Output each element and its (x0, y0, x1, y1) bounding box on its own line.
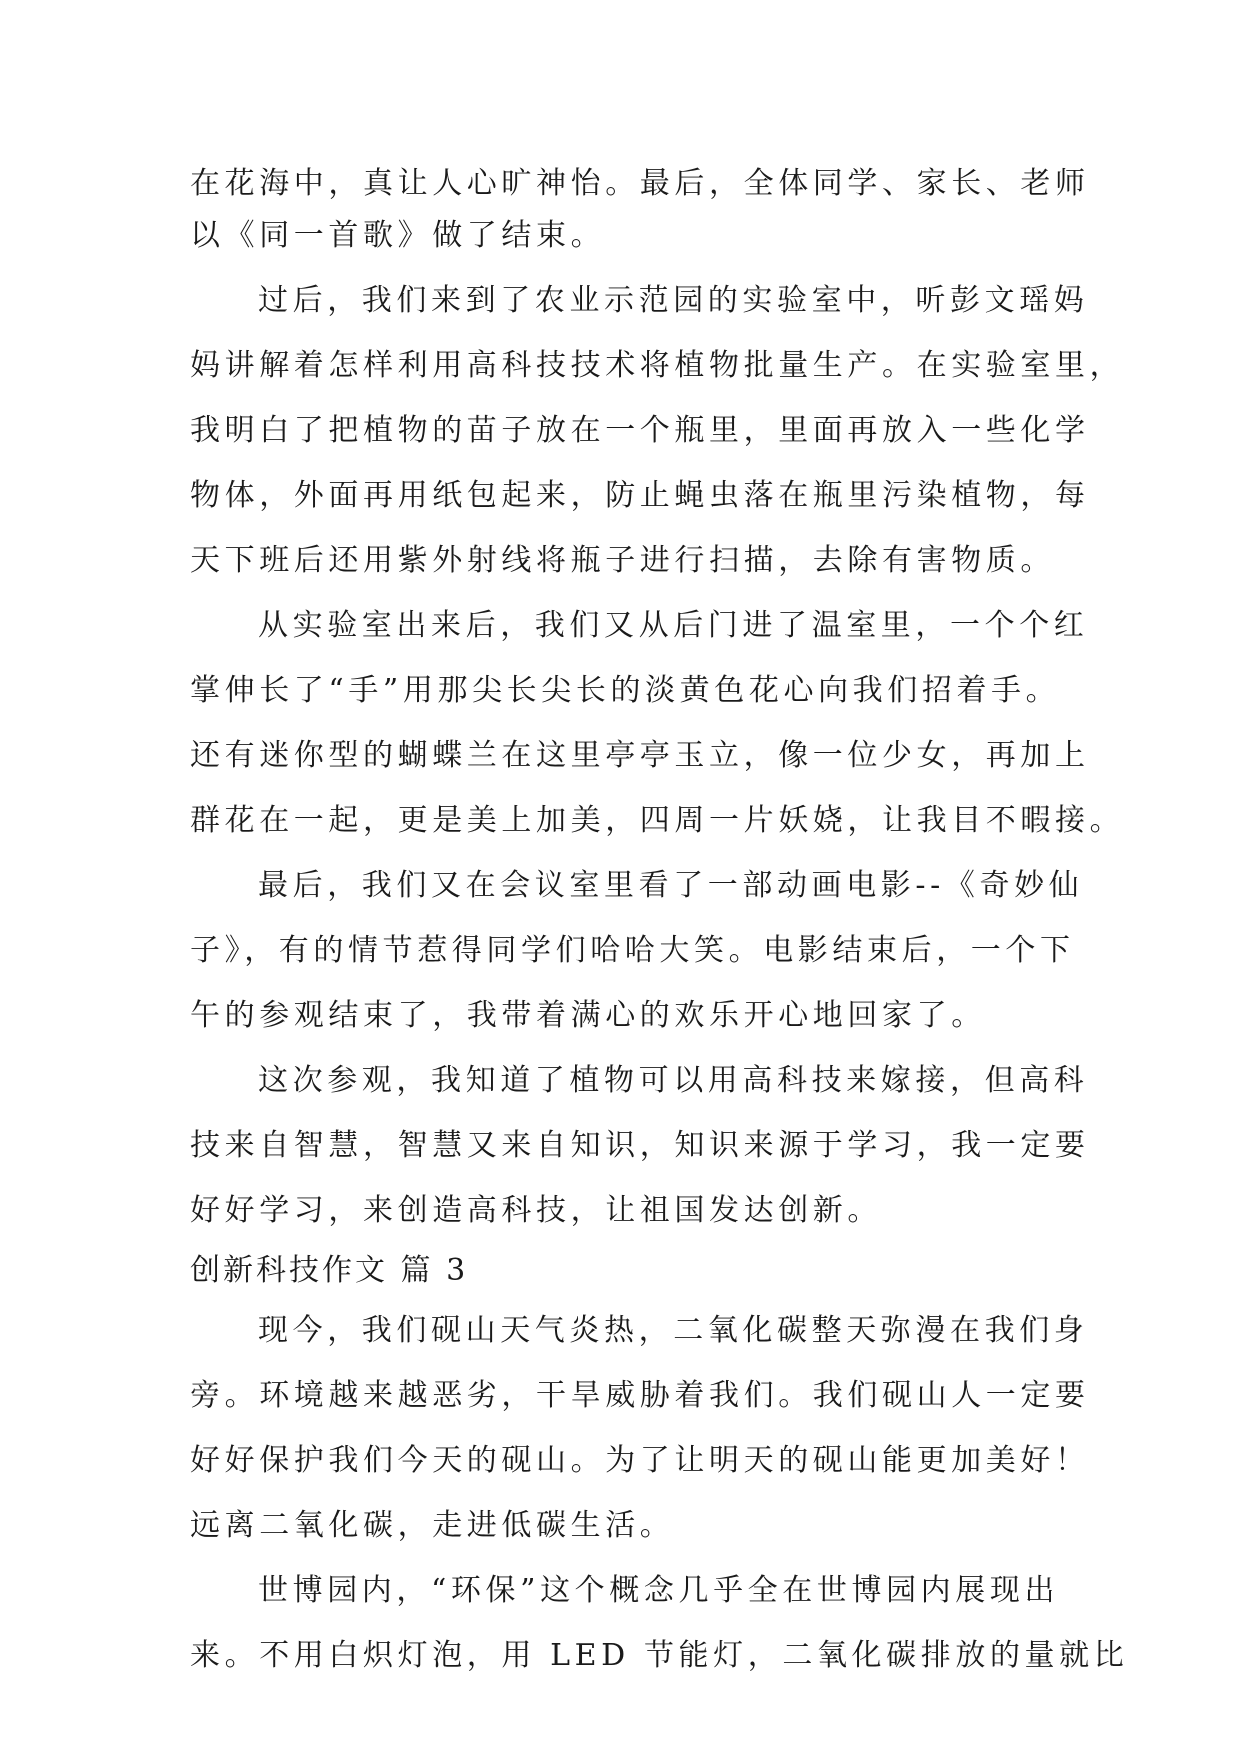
paragraph (190, 1305, 1090, 1552)
text-line: 好好学习，来创造高科技，让祖国发达创新。 (190, 1193, 882, 1228)
text-line: 过后，我们来到了农业示范园的实验室中，听彭文瑶妈 (258, 283, 1089, 318)
paragraph (190, 275, 1125, 587)
text-line: 好好保护我们今天的砚山。为了让明天的砚山能更加美好！ (190, 1443, 1090, 1478)
text-line: 群花在一起，更是美上加美，四周一片妖娆，让我目不暇接。 (190, 803, 1125, 838)
text-line: 来。不用白炽灯泡，用 LED 节能灯，二氧化碳排放的量就比 (190, 1638, 1129, 1673)
paragraph (190, 1055, 1090, 1237)
paragraph (190, 158, 1090, 262)
text-line: 还有迷你型的蝴蝶兰在这里亭亭玉立，像一位少女，再加上 (190, 738, 1090, 773)
text-line: 物体，外面再用纸包起来，防止蝇虫落在瓶里污染植物，每 (190, 478, 1090, 513)
text-line: 技来自智慧，智慧又来自知识，知识来源于学习，我一定要 (190, 1128, 1090, 1163)
text-line: 世博园内，“环保”这个概念几乎全在世博园内展现出 (258, 1573, 1060, 1608)
text-line: 以《同一首歌》做了结束。 (190, 218, 606, 253)
text-line: 妈讲解着怎样利用高科技技术将植物批量生产。在实验室里， (190, 348, 1125, 383)
text-line: 我明白了把植物的苗子放在一个瓶里，里面再放入一些化学 (190, 413, 1090, 448)
text-line: 旁。环境越来越恶劣，干旱威胁着我们。我们砚山人一定要 (190, 1378, 1090, 1413)
paragraph (190, 600, 1125, 847)
text-line: 天下班后还用紫外射线将瓶子进行扫描，去除有害物质。 (190, 543, 1055, 578)
text-line: 从实验室出来后，我们又从后门进了温室里，一个个红 (258, 608, 1089, 643)
heading-text: 创新科技作文 篇 3 (190, 1253, 469, 1288)
text-line: 午的参观结束了，我带着满心的欢乐开心地回家了。 (190, 998, 986, 1033)
text-line: 这次参观，我知道了植物可以用高科技来嫁接，但高科 (258, 1063, 1089, 1098)
text-line: 掌伸长了“手”用那尖长尖长的淡黄色花心向我们招着手。 (190, 673, 1061, 708)
text-line: 子》，有的情节惹得同学们哈哈大笑。电影结束后，一个下 (190, 933, 1075, 968)
section-heading (190, 1245, 1060, 1297)
text-line: 最后，我们又在会议室里看了一部动画电影--《奇妙仙 (258, 868, 1084, 903)
paragraph (190, 860, 1084, 1042)
text-line: 在花海中，真让人心旷神怡。最后，全体同学、家长、老师 (190, 166, 1090, 201)
text-line: 现今，我们砚山天气炎热，二氧化碳整天弥漫在我们身 (258, 1313, 1089, 1348)
document-body (190, 158, 1129, 1682)
paragraph (190, 1565, 1129, 1682)
text-line: 远离二氧化碳，走进低碳生活。 (190, 1508, 675, 1543)
